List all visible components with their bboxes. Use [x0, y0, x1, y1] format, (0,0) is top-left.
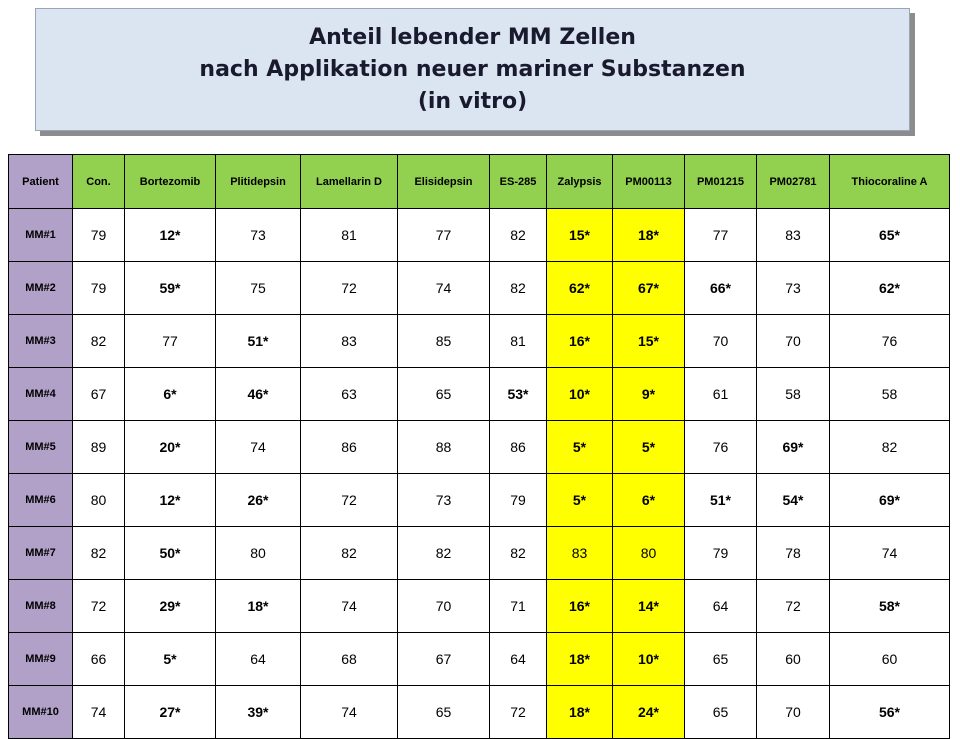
value-cell: 69*: [830, 474, 950, 527]
value-cell: 77: [685, 209, 757, 262]
value-cell: 67: [398, 633, 490, 686]
table-row: [9, 686, 950, 739]
table-row: [9, 315, 950, 368]
column-header: PM00113: [613, 155, 685, 209]
value-cell: 18*: [216, 580, 301, 633]
patient-cell: MM#6: [9, 474, 73, 527]
value-cell: 60: [757, 633, 830, 686]
value-cell: 74: [73, 686, 125, 739]
value-cell: 15*: [547, 209, 613, 262]
header-row: [9, 155, 950, 209]
value-cell: 86: [490, 421, 547, 474]
value-cell: 18*: [613, 209, 685, 262]
value-cell: 74: [398, 262, 490, 315]
value-cell: 27*: [125, 686, 216, 739]
value-cell: 63: [301, 368, 398, 421]
value-cell: 70: [757, 315, 830, 368]
value-cell: 20*: [125, 421, 216, 474]
value-cell: 10*: [547, 368, 613, 421]
value-cell: 12*: [125, 474, 216, 527]
value-cell: 67*: [613, 262, 685, 315]
value-cell: 79: [73, 262, 125, 315]
value-cell: 73: [216, 209, 301, 262]
title-line-2: nach Applikation neuer mariner Substanzen: [199, 56, 746, 82]
value-cell: 58*: [830, 580, 950, 633]
column-header: PM02781: [757, 155, 830, 209]
table-row: [9, 474, 950, 527]
column-header: Elisidepsin: [398, 155, 490, 209]
patient-cell: MM#10: [9, 686, 73, 739]
value-cell: 39*: [216, 686, 301, 739]
value-cell: 9*: [613, 368, 685, 421]
value-cell: 82: [490, 527, 547, 580]
value-cell: 50*: [125, 527, 216, 580]
value-cell: 80: [216, 527, 301, 580]
value-cell: 77: [398, 209, 490, 262]
value-cell: 72: [301, 474, 398, 527]
value-cell: 62*: [547, 262, 613, 315]
value-cell: 64: [685, 580, 757, 633]
value-cell: 51*: [685, 474, 757, 527]
value-cell: 61: [685, 368, 757, 421]
column-header: Plitidepsin: [216, 155, 301, 209]
column-header: ES-285: [490, 155, 547, 209]
value-cell: 46*: [216, 368, 301, 421]
value-cell: 5*: [613, 421, 685, 474]
value-cell: 83: [757, 209, 830, 262]
value-cell: 70: [398, 580, 490, 633]
value-cell: 82: [301, 527, 398, 580]
value-cell: 85: [398, 315, 490, 368]
value-cell: 74: [301, 580, 398, 633]
value-cell: 66*: [685, 262, 757, 315]
value-cell: 24*: [613, 686, 685, 739]
patient-cell: MM#4: [9, 368, 73, 421]
value-cell: 56*: [830, 686, 950, 739]
value-cell: 73: [757, 262, 830, 315]
value-cell: 70: [757, 686, 830, 739]
value-cell: 83: [547, 527, 613, 580]
value-cell: 18*: [547, 633, 613, 686]
value-cell: 59*: [125, 262, 216, 315]
value-cell: 6*: [125, 368, 216, 421]
value-cell: 29*: [125, 580, 216, 633]
patient-cell: MM#9: [9, 633, 73, 686]
value-cell: 16*: [547, 315, 613, 368]
column-header: Bortezomib: [125, 155, 216, 209]
value-cell: 72: [73, 580, 125, 633]
value-cell: 58: [757, 368, 830, 421]
table-body: [9, 209, 950, 739]
value-cell: 65: [685, 633, 757, 686]
value-cell: 79: [73, 209, 125, 262]
value-cell: 81: [301, 209, 398, 262]
value-cell: 82: [398, 527, 490, 580]
value-cell: 74: [830, 527, 950, 580]
table-row: [9, 633, 950, 686]
value-cell: 77: [125, 315, 216, 368]
value-cell: 5*: [547, 474, 613, 527]
value-cell: 54*: [757, 474, 830, 527]
patient-cell: MM#1: [9, 209, 73, 262]
value-cell: 65: [685, 686, 757, 739]
value-cell: 18*: [547, 686, 613, 739]
value-cell: 81: [490, 315, 547, 368]
value-cell: 26*: [216, 474, 301, 527]
patient-cell: MM#8: [9, 580, 73, 633]
value-cell: 74: [216, 421, 301, 474]
value-cell: 72: [301, 262, 398, 315]
column-header: Lamellarin D: [301, 155, 398, 209]
value-cell: 15*: [613, 315, 685, 368]
value-cell: 66: [73, 633, 125, 686]
value-cell: 67: [73, 368, 125, 421]
patient-cell: MM#7: [9, 527, 73, 580]
value-cell: 16*: [547, 580, 613, 633]
patient-cell: MM#2: [9, 262, 73, 315]
column-header: Patient: [9, 155, 73, 209]
value-cell: 83: [301, 315, 398, 368]
value-cell: 53*: [490, 368, 547, 421]
title-line-1: Anteil lebender MM Zellen: [309, 24, 636, 50]
value-cell: 51*: [216, 315, 301, 368]
results-table: [8, 154, 950, 739]
value-cell: 65*: [830, 209, 950, 262]
value-cell: 78: [757, 527, 830, 580]
value-cell: 62*: [830, 262, 950, 315]
value-cell: 14*: [613, 580, 685, 633]
patient-cell: MM#3: [9, 315, 73, 368]
value-cell: 69*: [757, 421, 830, 474]
table-header: [9, 155, 950, 209]
value-cell: 89: [73, 421, 125, 474]
column-header: PM01215: [685, 155, 757, 209]
value-cell: 68: [301, 633, 398, 686]
value-cell: 82: [490, 209, 547, 262]
value-cell: 72: [490, 686, 547, 739]
value-cell: 65: [398, 368, 490, 421]
column-header: Zalypsis: [547, 155, 613, 209]
value-cell: 80: [73, 474, 125, 527]
value-cell: 65: [398, 686, 490, 739]
value-cell: 76: [830, 315, 950, 368]
value-cell: 64: [490, 633, 547, 686]
table-row: [9, 368, 950, 421]
value-cell: 71: [490, 580, 547, 633]
value-cell: 76: [685, 421, 757, 474]
value-cell: 12*: [125, 209, 216, 262]
value-cell: 58: [830, 368, 950, 421]
value-cell: 82: [73, 315, 125, 368]
title-box: [35, 8, 910, 131]
patient-cell: MM#5: [9, 421, 73, 474]
value-cell: 79: [490, 474, 547, 527]
table-row: [9, 421, 950, 474]
table-row: [9, 527, 950, 580]
value-cell: 72: [757, 580, 830, 633]
value-cell: 80: [613, 527, 685, 580]
column-header: Thiocoraline A: [830, 155, 950, 209]
title-line-3: (in vitro): [417, 88, 528, 114]
value-cell: 70: [685, 315, 757, 368]
value-cell: 64: [216, 633, 301, 686]
value-cell: 10*: [613, 633, 685, 686]
value-cell: 82: [490, 262, 547, 315]
value-cell: 73: [398, 474, 490, 527]
value-cell: 74: [301, 686, 398, 739]
value-cell: 75: [216, 262, 301, 315]
value-cell: 5*: [547, 421, 613, 474]
value-cell: 5*: [125, 633, 216, 686]
value-cell: 79: [685, 527, 757, 580]
value-cell: 60: [830, 633, 950, 686]
table-row: [9, 209, 950, 262]
value-cell: 82: [73, 527, 125, 580]
value-cell: 88: [398, 421, 490, 474]
value-cell: 86: [301, 421, 398, 474]
table-row: [9, 580, 950, 633]
value-cell: 82: [830, 421, 950, 474]
table-row: [9, 262, 950, 315]
value-cell: 6*: [613, 474, 685, 527]
column-header: Con.: [73, 155, 125, 209]
